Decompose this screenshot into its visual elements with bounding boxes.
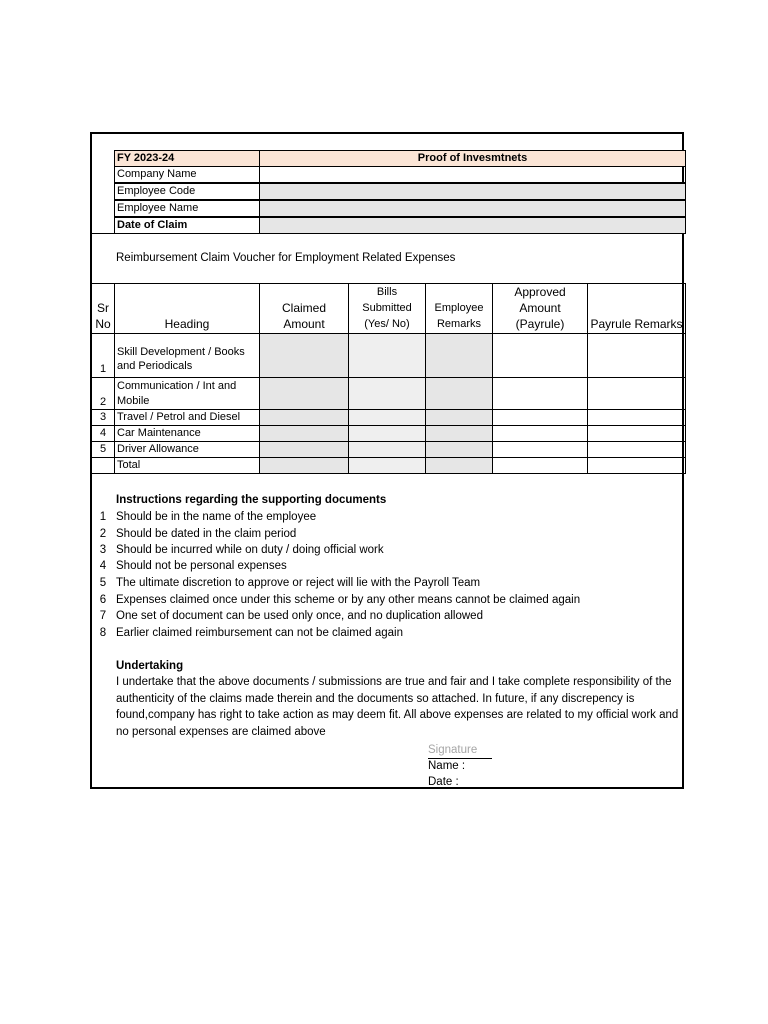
col-claimed	[259, 283, 349, 334]
col-approved-label: Approved Amount (Payrule)	[514, 285, 566, 331]
total-label: Total	[114, 457, 260, 474]
instruction-number: 8	[99, 627, 107, 639]
instruction-number: 5	[99, 577, 107, 589]
col-approved	[492, 283, 588, 334]
company-name-field[interactable]	[259, 166, 686, 183]
payrule-remarks-cell[interactable]	[587, 377, 686, 410]
col-payrule-remarks: Payrule Remarks	[587, 283, 686, 334]
instruction-item: Should be incurred while on duty / doing official work	[116, 544, 384, 556]
total-bills-cell	[348, 457, 426, 474]
undertaking-title: Undertaking	[116, 660, 184, 672]
instruction-number: 1	[99, 511, 107, 523]
instruction-number: 4	[99, 560, 107, 572]
col-sr	[92, 283, 115, 334]
bills-submitted-input[interactable]	[348, 425, 426, 442]
instruction-number: 3	[99, 544, 107, 556]
fy-label: FY 2023-24	[114, 150, 260, 167]
instruction-item: One set of document can be used only once, and no duplication allowed	[116, 610, 483, 622]
row-sr: 1	[92, 333, 115, 378]
instruction-item: Should be in the name of the employee	[116, 511, 317, 523]
approved-amount-cell[interactable]	[492, 409, 588, 426]
row-sr: 3	[92, 409, 115, 426]
instruction-item: Expenses claimed once under this scheme or by any other means cannot be claimed again	[116, 594, 581, 606]
approved-amount-cell[interactable]	[492, 333, 588, 378]
col-heading: Heading	[114, 283, 260, 334]
divider	[92, 233, 682, 234]
bills-submitted-input[interactable]	[348, 441, 426, 458]
claimed-amount-input[interactable]	[259, 441, 349, 458]
total-sr-cell	[92, 457, 115, 474]
total-approved-amount	[492, 457, 588, 474]
instruction-item: Should be dated in the claim period	[116, 528, 297, 540]
date-of-claim-label: Date of Claim	[114, 217, 260, 234]
employee-name-label: Employee Name	[114, 200, 260, 217]
row-sr: 5	[92, 441, 115, 458]
payrule-remarks-cell[interactable]	[587, 425, 686, 442]
employee-remarks-input[interactable]	[425, 333, 493, 378]
col-bills-label: Bills Submitted (Yes/ No)	[362, 286, 412, 330]
page-title: Proof of Invesmtnets	[259, 150, 686, 167]
name-label: Name :	[428, 760, 466, 772]
row-heading: Skill Development / Books and Periodicals	[114, 333, 260, 378]
employee-remarks-input[interactable]	[425, 441, 493, 458]
approved-amount-cell[interactable]	[492, 441, 588, 458]
row-heading: Travel / Petrol and Diesel	[114, 409, 260, 426]
employee-name-field[interactable]	[259, 200, 686, 217]
employee-remarks-input[interactable]	[425, 425, 493, 442]
employee-remarks-input[interactable]	[425, 409, 493, 426]
instruction-item: Earlier claimed reimbursement can not be claimed again	[116, 627, 404, 639]
employee-code-field[interactable]	[259, 183, 686, 200]
claimed-amount-input[interactable]	[259, 333, 349, 378]
voucher-title: Reimbursement Claim Voucher for Employment Related Expenses	[116, 252, 456, 264]
instruction-number: 7	[99, 610, 107, 622]
instructions-title: Instructions regarding the supporting documents	[116, 494, 387, 506]
bills-submitted-input[interactable]	[348, 377, 426, 410]
bills-submitted-input[interactable]	[348, 333, 426, 378]
row-heading: Driver Allowance	[114, 441, 260, 458]
instruction-item: The ultimate discretion to approve or reject will lie with the Payroll Team	[116, 577, 481, 589]
col-sr-label: Sr No	[95, 301, 111, 331]
col-employee-remarks	[425, 283, 493, 334]
instruction-item: Should not be personal expenses	[116, 560, 287, 572]
col-bills	[348, 283, 426, 334]
row-heading: Car Maintenance	[114, 425, 260, 442]
employee-code-label: Employee Code	[114, 183, 260, 200]
bills-submitted-input[interactable]	[348, 409, 426, 426]
row-sr: 2	[92, 377, 115, 410]
date-label: Date :	[428, 776, 459, 788]
payrule-remarks-cell[interactable]	[587, 441, 686, 458]
instruction-number: 6	[99, 594, 107, 606]
approved-amount-cell[interactable]	[492, 425, 588, 442]
claimed-amount-input[interactable]	[259, 377, 349, 410]
payrule-remarks-cell[interactable]	[587, 409, 686, 426]
employee-remarks-input[interactable]	[425, 377, 493, 410]
col-claimed-label: Claimed Amount	[281, 301, 326, 331]
claimed-amount-input[interactable]	[259, 425, 349, 442]
approved-amount-cell[interactable]	[492, 377, 588, 410]
total-payrule-remarks-cell	[587, 457, 686, 474]
claimed-amount-input[interactable]	[259, 409, 349, 426]
row-sr: 4	[92, 425, 115, 442]
undertaking-text: I undertake that the above documents / submissions are true and fair and I take complete responsibility of the authenticity of the claims made therein and the documents so attached. In future, if any discrepency is found,company has right to take action as may deem fit. All above expenses are related to my official work and no personal expenses are claimed above	[116, 676, 679, 738]
company-name-label: Company Name	[114, 166, 260, 183]
total-claimed-amount	[259, 457, 349, 474]
instruction-number: 2	[99, 528, 107, 540]
row-heading: Communication / Int and Mobile	[114, 377, 260, 410]
signature-field[interactable]: Signature	[428, 742, 492, 759]
payrule-remarks-cell[interactable]	[587, 333, 686, 378]
date-of-claim-field[interactable]	[259, 217, 686, 234]
total-employee-remarks-cell	[425, 457, 493, 474]
col-employee-remarks-label: Employee Remarks	[434, 302, 484, 330]
reimbursement-form	[90, 132, 684, 789]
